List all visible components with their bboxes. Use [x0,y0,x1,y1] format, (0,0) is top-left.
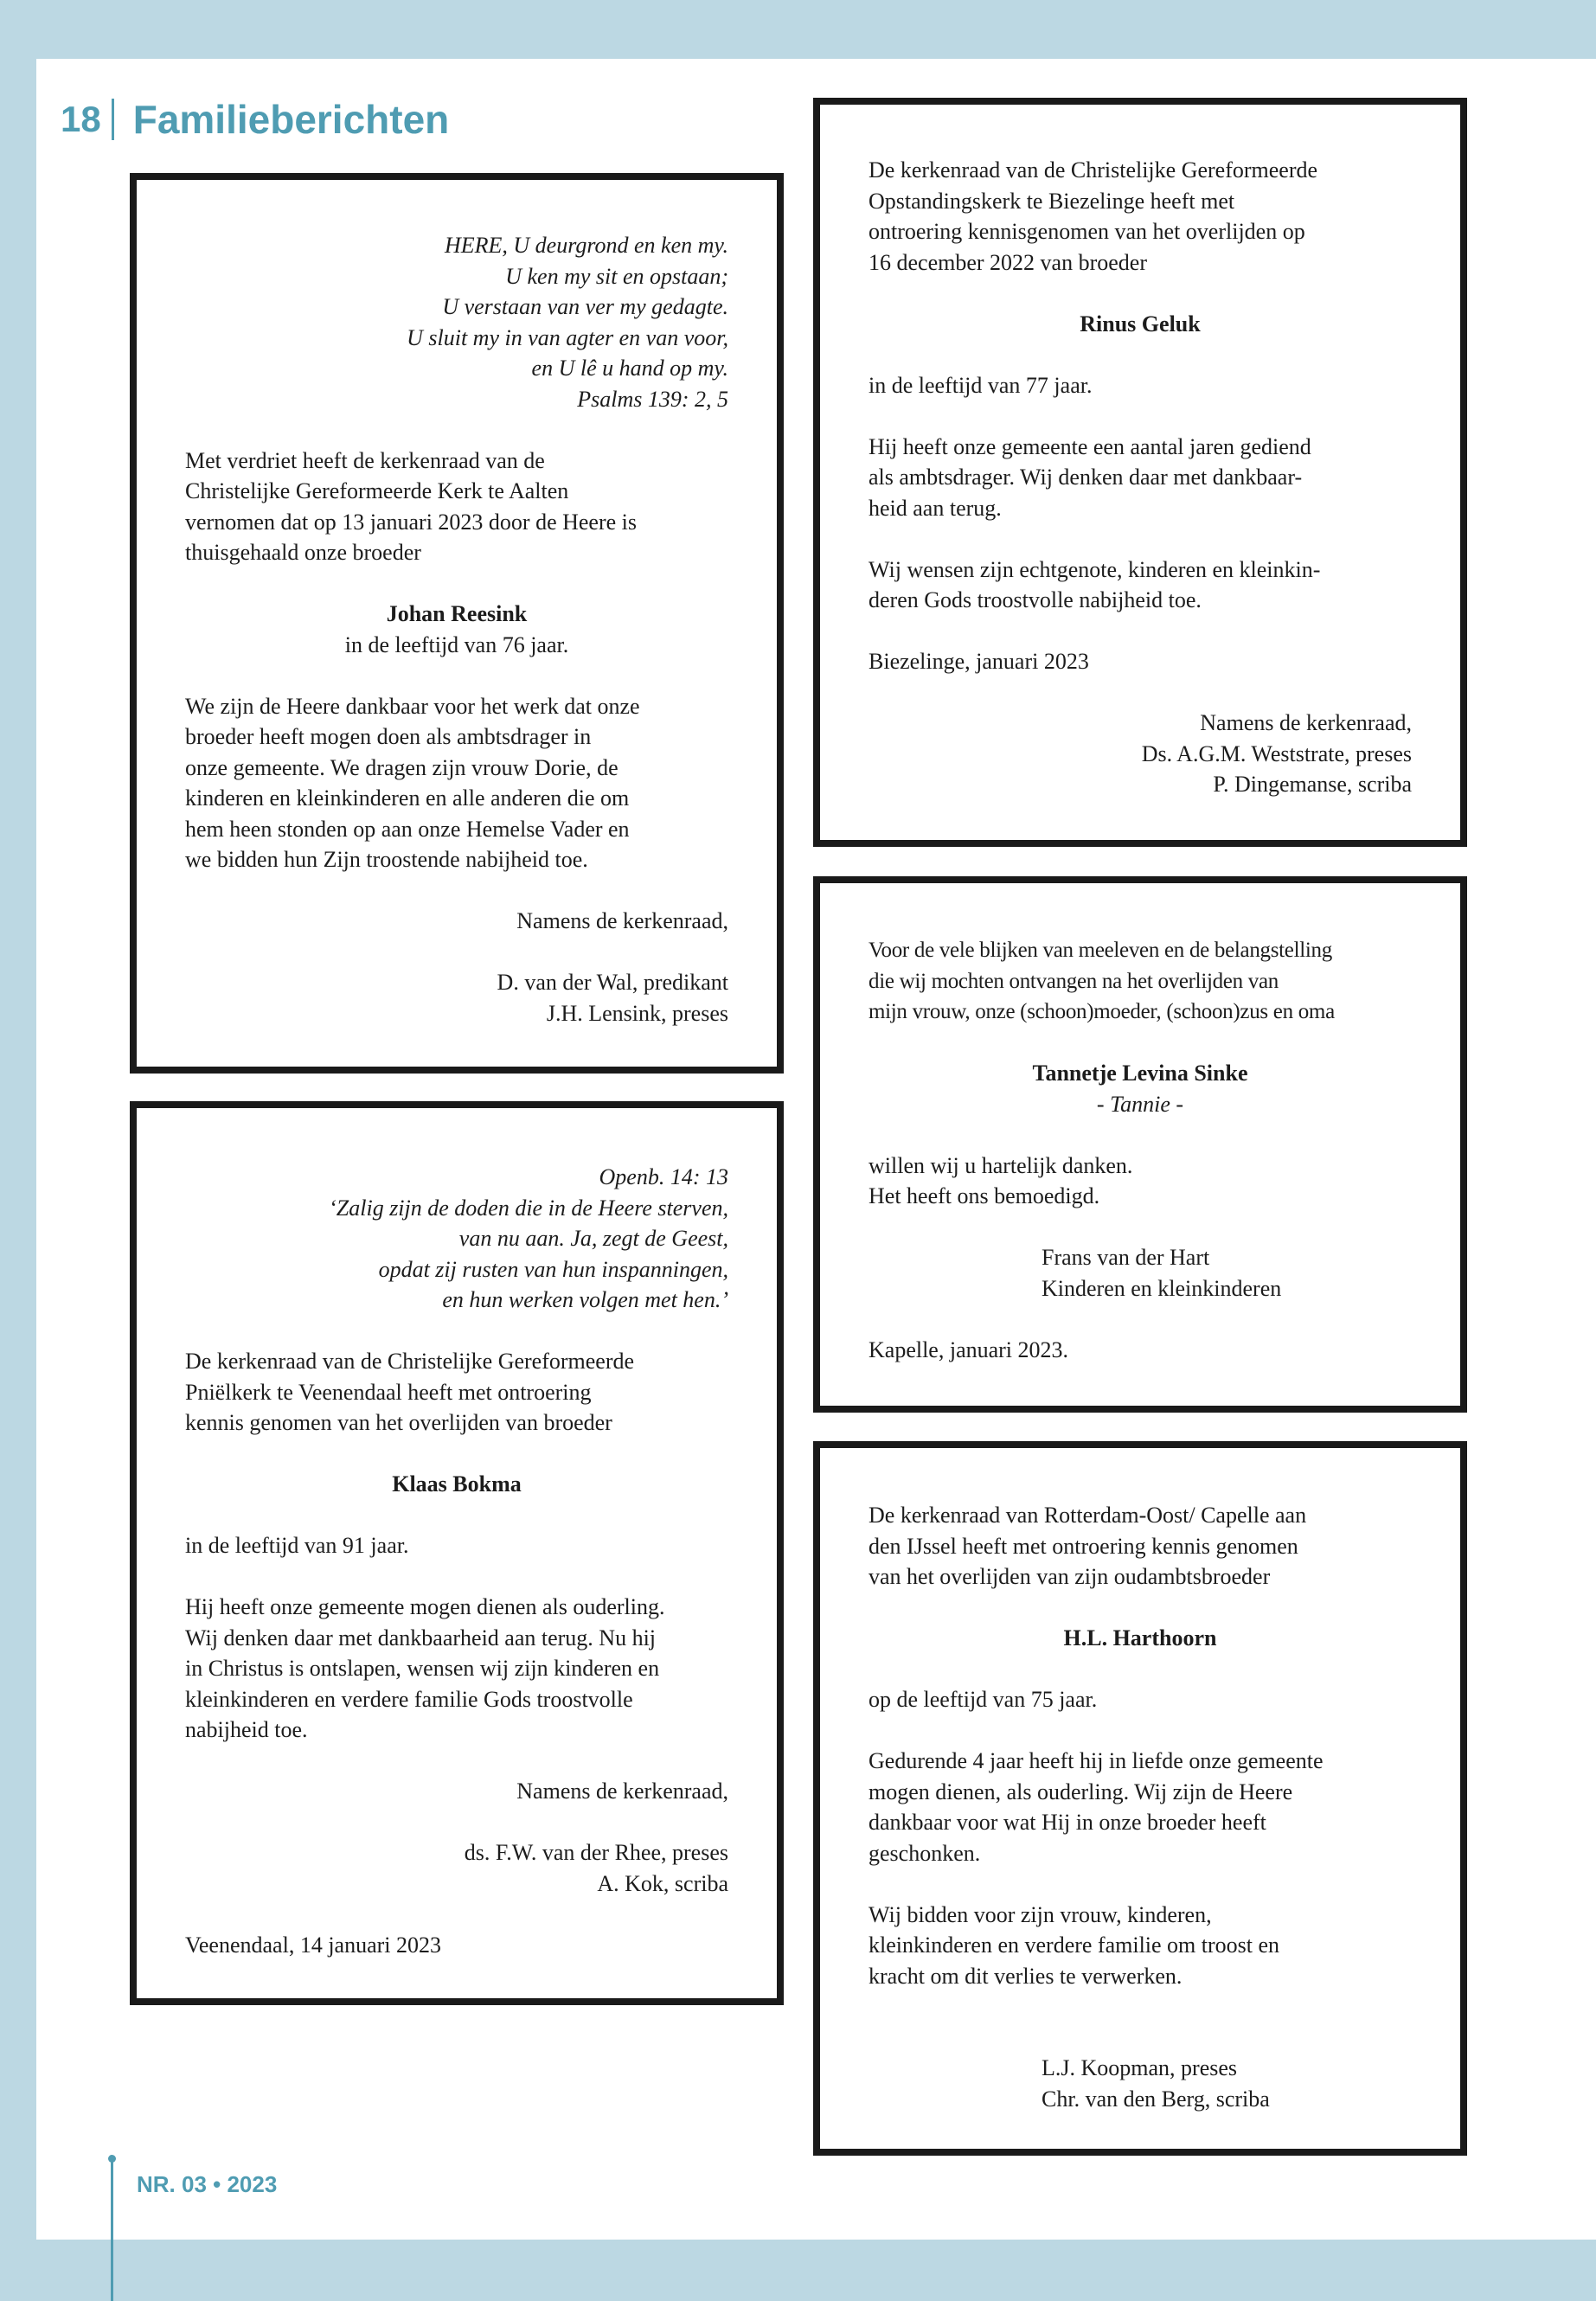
body-line: We zijn de Heere dankbaar voor het werk dat onze [185,693,640,719]
signature: Frans van der Hart [1042,1245,1210,1270]
verse-line: opdat zij rusten van hun inspanningen, [378,1256,728,1282]
header-divider [112,99,114,140]
deceased-name: Klaas Bokma [392,1471,522,1497]
body-line: nabijheid toe. [185,1717,308,1742]
verse-reference: Openb. 14: 13 [599,1164,728,1189]
signature: P. Dingemanse, scriba [1213,772,1412,797]
body-line: hem heen stonden op aan onze Hemelse Vader en [185,816,630,842]
signature: L.J. Koopman, preses [1042,2055,1238,2080]
body-line: Gedurende 4 jaar heeft hij in liefde onze gemeente [869,1748,1324,1773]
body-line: Wij denken daar met dankbaarheid aan terug. Nu hij [185,1625,657,1650]
verse-line: en hun werken volgen met hen.’ [442,1287,728,1312]
intro-line: Voor de vele blijken van meeleven en de belangstelling [869,939,1332,962]
notice-geluk [813,98,1467,847]
body-line: deren Gods troostvolle nabijheid toe. [869,587,1202,612]
body-line: kleinkinderen en verdere familie Gods troostvolle [185,1686,633,1712]
bible-verse [185,1162,728,1316]
deceased-name: H.L. Harthoorn [1063,1625,1217,1650]
intro-line: Pniëlkerk te Veenendaal heeft met ontroering [185,1379,592,1405]
deceased-name: Rinus Geluk [1080,311,1201,336]
notice-harthoorn [813,1441,1467,2156]
verse-reference: Psalms 139: 2, 5 [577,386,728,412]
place-date: Kapelle, januari 2023. [869,1336,1069,1362]
signature: Ds. A.G.M. Weststrate, preses [1141,740,1412,766]
place-date: Veenendaal, 14 januari 2023 [185,1932,442,1958]
deceased-nickname: - Tannie - [1096,1091,1184,1117]
intro-line: die wij mochten ontvangen na het overlijden van [869,969,1279,993]
body-line: Hij heeft onze gemeente mogen dienen als ouderling. [185,1594,665,1619]
verse-line: en U lê u hand op my. [531,356,728,381]
footer-divider [111,2158,113,2301]
verse-line: HERE, U deurgrond en ken my. [444,233,728,258]
deceased-name: Johan Reesink [386,601,528,626]
body-line: onze gemeente. We dragen zijn vrouw Dorie, de [185,754,619,780]
body-line: als ambtsdrager. Wij denken daar met dankbaar- [869,465,1303,490]
body-line: broeder heeft mogen doen als ambtsdrager in [185,724,592,749]
intro-line: mijn vrouw, onze (schoon)moeder, (schoon)zus en oma [869,1000,1335,1023]
issue-number: NR. 03 • 2023 [137,2171,278,2197]
body-line: dankbaar voor wat Hij in onze broeder heeft [869,1810,1266,1835]
notice-bokma [130,1101,784,2005]
signature: A. Kok, scriba [597,1870,728,1896]
on-behalf: Namens de kerkenraad, [516,1779,728,1804]
body-line: Wij wensen zijn echtgenote, kinderen en kleinkin- [869,556,1321,582]
body-line: in Christus is ontslapen, wensen wij zijn kinderen en [185,1656,660,1681]
deceased-age: op de leeftijd van 75 jaar. [869,1687,1098,1712]
intro-line: kennis genomen van het overlijden van broeder [185,1410,612,1435]
intro-line: ontroering kennisgenomen van het overlijden op [869,219,1305,244]
section-title: Familieberichten [132,97,450,142]
verse-line: U ken my sit en opstaan; [505,263,728,289]
notice-reesink [130,173,784,1074]
body-line: kinderen en kleinkinderen en alle anderen die om [185,785,630,811]
body-line: geschonken. [869,1840,981,1866]
body-line: we bidden hun Zijn troostende nabijheid toe. [185,847,588,872]
body-line: Het heeft ons bemoedigd. [869,1183,1100,1208]
intro-line: van het overlijden van zijn oudambtsbroeder [869,1564,1271,1589]
signature: Kinderen en kleinkinderen [1042,1275,1282,1301]
signature: J.H. Lensink, preses [546,1000,728,1026]
body-line: Wij bidden voor zijn vrouw, kinderen, [869,1901,1212,1927]
page-number: 18 [61,99,101,139]
verse-line: van nu aan. Ja, zegt de Geest, [458,1226,728,1251]
body-line: mogen dienen, als ouderling. Wij zijn de Heere [869,1779,1293,1804]
deceased-age: in de leeftijd van 76 jaar. [344,631,569,657]
verse-line: ‘Zalig zijn de doden die in de Heere sterven, [329,1195,728,1221]
bible-verse [185,230,728,414]
body-line: kleinkinderen en verdere familie om troost en [869,1932,1280,1958]
intro-line: De kerkenraad van Rotterdam-Oost/ Capelle aan [869,1503,1307,1528]
intro-line: Met verdriet heeft de kerkenraad van de [185,447,545,473]
signature: ds. F.W. van der Rhee, preses [464,1840,728,1865]
intro-line: De kerkenraad van de Christelijke Gereformeerde [869,157,1318,183]
signature: Chr. van den Berg, scriba [1042,2086,1270,2112]
on-behalf: Namens de kerkenraad, [516,908,728,933]
deceased-age: in de leeftijd van 91 jaar. [185,1533,409,1558]
intro-line: Christelijke Gereformeerde Kerk te Aalten [185,478,569,503]
intro-line: Opstandingskerk te Biezelinge heeft met [869,188,1235,214]
intro-line: vernomen dat op 13 januari 2023 door de Heere is [185,509,638,535]
intro-line: den IJssel heeft met ontroering kennis genomen [869,1533,1298,1559]
deceased-age: in de leeftijd van 77 jaar. [869,372,1093,398]
verse-line: U sluit my in van agter en van voor, [407,324,728,350]
body-line: willen wij u hartelijk danken. [869,1152,1133,1178]
on-behalf: Namens de kerkenraad, [1200,710,1412,735]
body-line: heid aan terug. [869,495,1002,521]
intro-line: thuisgehaald onze broeder [185,540,421,565]
place-date: Biezelinge, januari 2023 [869,649,1089,674]
intro-line: 16 december 2022 van broeder [869,249,1147,275]
verse-line: U verstaan van ver my gedagte. [442,294,728,319]
deceased-name: Tannetje Levina Sinke [1032,1061,1248,1086]
signature: D. van der Wal, predikant [497,970,728,995]
body-line: kracht om dit verlies te verwerken. [869,1963,1183,1989]
notice-sinke [813,876,1467,1413]
intro-line: De kerkenraad van de Christelijke Gereformeerde [185,1349,635,1374]
page-header [61,93,449,145]
body-line: Hij heeft onze gemeente een aantal jaren gediend [869,433,1311,459]
